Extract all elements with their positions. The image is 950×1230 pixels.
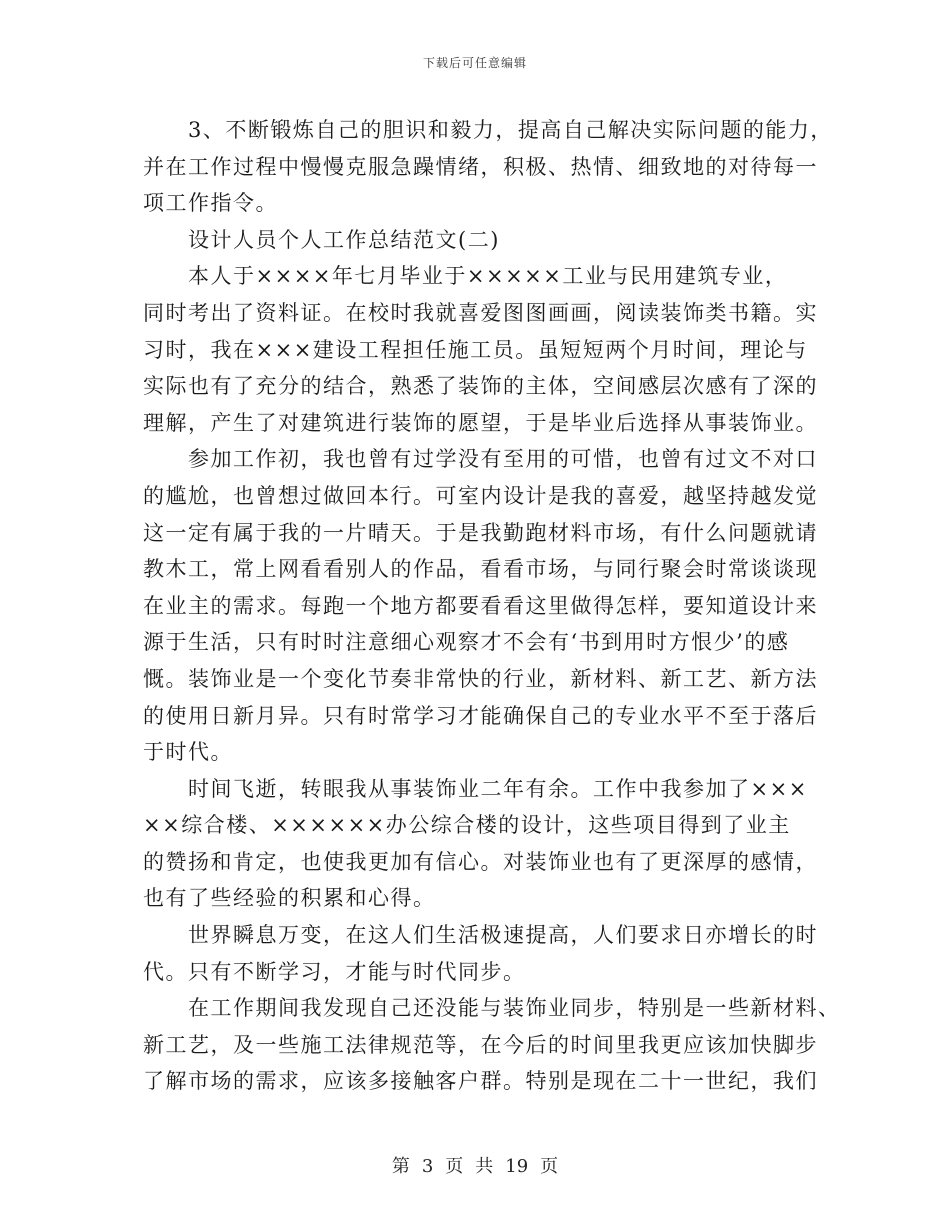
footer-total-word: 共 bbox=[475, 1156, 494, 1177]
section-title: 设计人员个人工作总结范文(二) bbox=[188, 227, 500, 252]
total-page-count: 19 bbox=[505, 1156, 529, 1177]
document-body bbox=[143, 112, 841, 1100]
text-line: 同时考出了资料证。在校时我就喜爱图图画画，阅读装饰类书籍。实 bbox=[143, 300, 818, 325]
text-line: ××综合楼、××××××办公综合楼的设计，这些项目得到了业主 bbox=[143, 813, 791, 838]
current-page-number: 3 bbox=[421, 1156, 434, 1177]
text-line: 新工艺，及一些施工法律规范等，在今后的时间里我更应该加快脚步 bbox=[143, 1032, 818, 1057]
text-line: 的尴尬，也曾想过做回本行。可室内设计是我的喜爱，越坚持越发觉 bbox=[143, 483, 818, 508]
text-line: 于时代。 bbox=[143, 740, 233, 765]
text-line: 理解，产生了对建筑进行装饰的愿望，于是毕业后选择从事装饰业。 bbox=[143, 410, 818, 435]
text-line: 项工作指令。 bbox=[143, 191, 278, 216]
footer-suffix: 页 bbox=[540, 1156, 559, 1177]
text-line: 也有了些经验的积累和心得。 bbox=[143, 886, 436, 911]
text-line: 在业主的需求。每跑一个地方都要看看这里做得怎样，要知道设计来 bbox=[143, 593, 818, 618]
text-line: 参加工作初，我也曾有过学没有至用的可惜，也曾有过文不对口 bbox=[188, 447, 818, 472]
footer-prefix: 第 bbox=[391, 1156, 410, 1177]
footer-page-word: 页 bbox=[445, 1156, 464, 1177]
text-line: 教木工，常上网看看别人的作品，看看市场，与同行聚会时常谈谈现 bbox=[143, 557, 818, 582]
text-line: 本人于××××年七月毕业于×××××工业与民用建筑专业， bbox=[188, 264, 788, 289]
text-line: 代。只有不断学习，才能与时代同步。 bbox=[143, 959, 526, 984]
page-footer bbox=[0, 1152, 950, 1178]
text-line: 慨。装饰业是一个变化节奏非常快的行业，新材料、新工艺、新方法 bbox=[143, 666, 818, 691]
text-line: 并在工作过程中慢慢克服急躁情绪，积极、热情、细致地的对待每一 bbox=[143, 154, 818, 179]
text-line: 的赞扬和肯定，也使我更加有信心。对装饰业也有了更深厚的感情， bbox=[143, 849, 818, 874]
text-line: 时间飞逝，转眼我从事装饰业二年有余。工作中我参加了××× bbox=[188, 776, 808, 801]
text-line: 世界瞬息万变，在这人们生活极速提高，人们要求日亦增长的时 bbox=[188, 923, 818, 948]
text-line: 实际也有了充分的结合，熟悉了装饰的主体，空间感层次感有了深的 bbox=[143, 374, 818, 399]
page-header: 下载后可任意编辑 bbox=[422, 56, 527, 70]
text-line: 的使用日新月异。只有时常学习才能确保自己的专业水平不至于落后 bbox=[143, 703, 818, 728]
text-line: 在工作期间我发现自己还没能与装饰业同步，特别是一些新材料、 bbox=[188, 996, 841, 1021]
text-line: 习时，我在×××建设工程担任施工员。虽短短两个月时间，理论与 bbox=[143, 337, 808, 362]
text-line: 这一定有属于我的一片晴天。于是我勤跑材料市场，有什么问题就请 bbox=[143, 520, 818, 545]
text-line: 了解市场的需求，应该多接触客户群。特别是现在二十一世纪，我们 bbox=[143, 1069, 818, 1094]
text-line: 3、不断锻炼自己的胆识和毅力，提高自己解决实际问题的能力， bbox=[188, 118, 833, 142]
text-line: 源于生活，只有时时注意细心观察才不会有‘书到用时方恨少’的感 bbox=[143, 630, 790, 655]
